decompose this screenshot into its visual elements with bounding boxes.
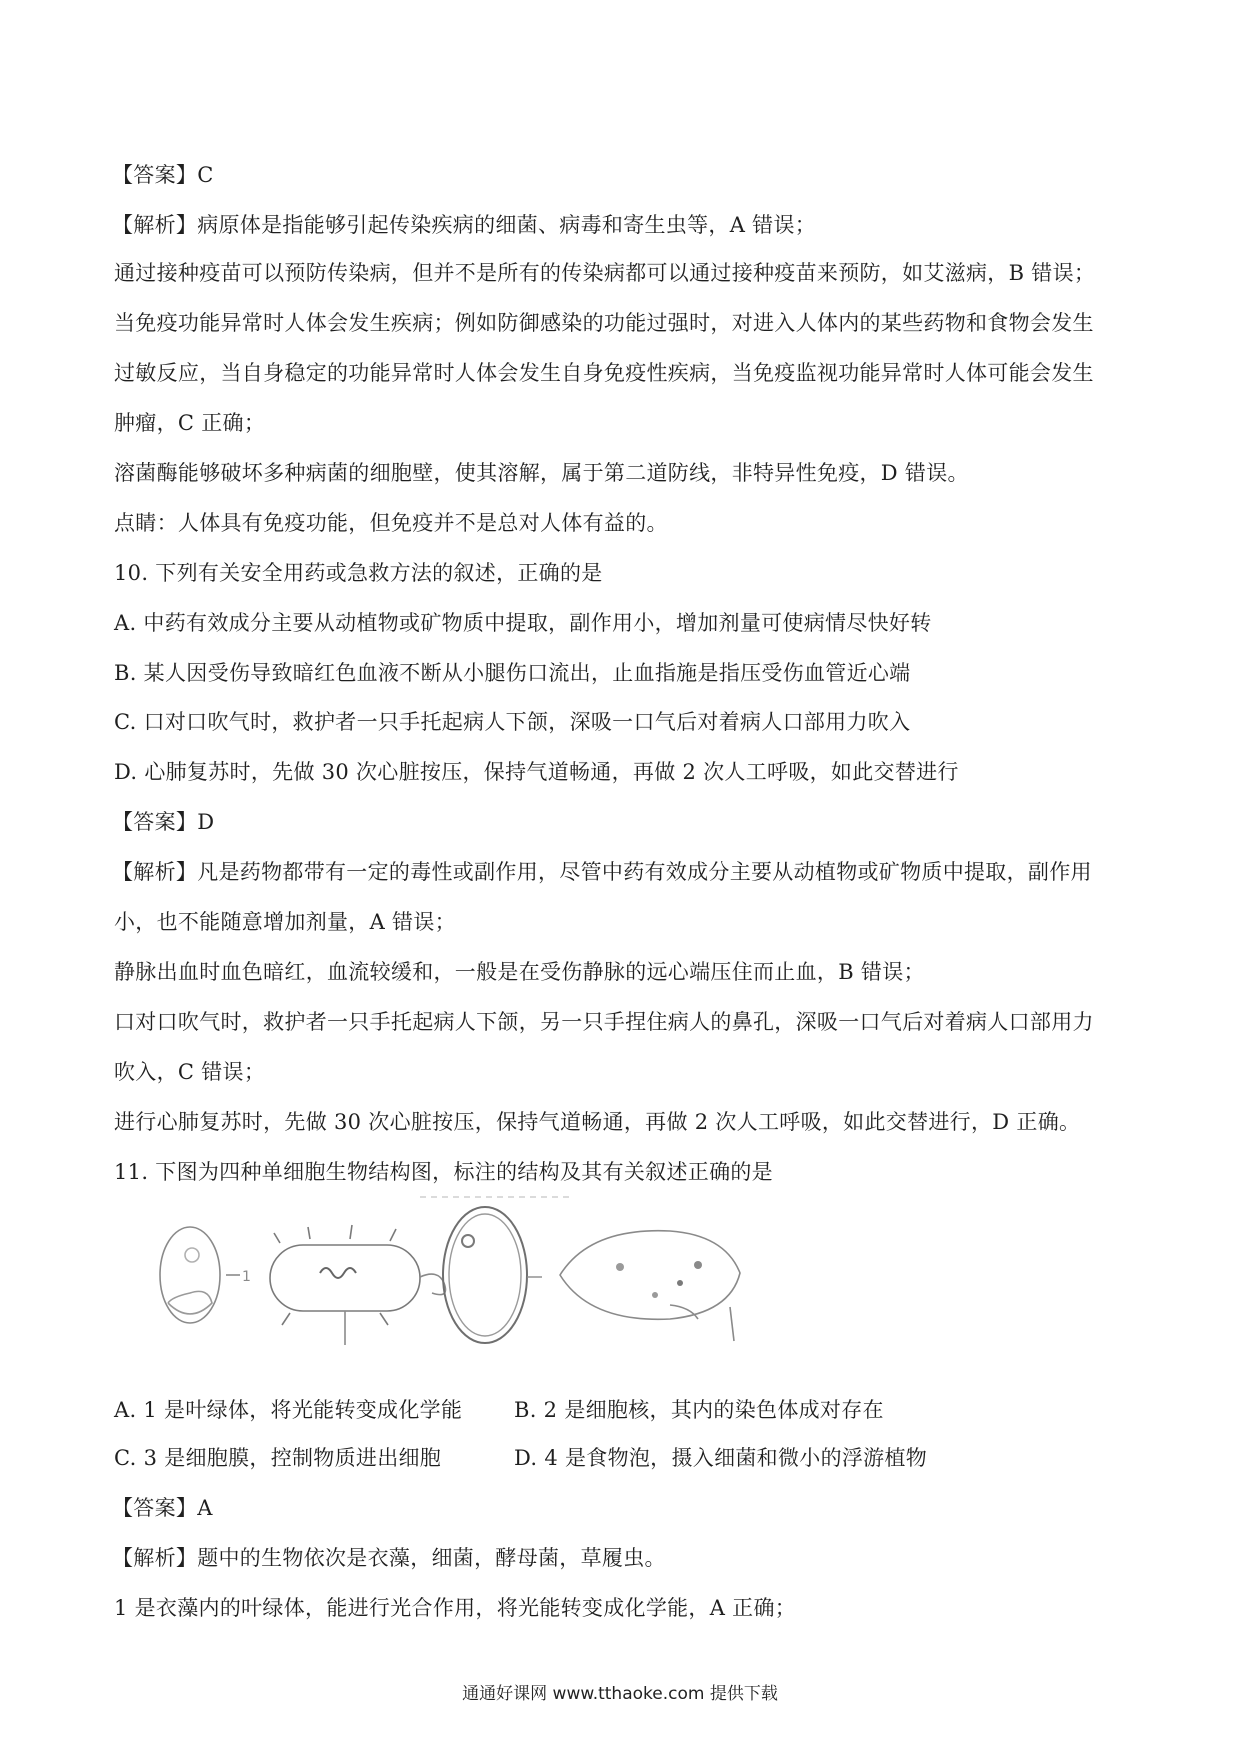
- q11-stem: 11. 下图为四种单细胞生物结构图，标注的结构及其有关叙述正确的是: [114, 1160, 773, 1184]
- q10-analysis-line-2: 小，也不能随意增加剂量，A 错误；: [114, 910, 456, 934]
- q9-comment: 点睛：人体具有免疫功能，但免疫并不是总对人体有益的。: [114, 511, 668, 535]
- page-footer: 通通好课网 www.tthaoke.com 提供下载: [462, 1684, 778, 1704]
- q10-analysis-line-1: 【解析】凡是药物都带有一定的毒性或副作用，尽管中药有效成分主要从动植物或矿物质中提取，副作用: [112, 860, 1092, 884]
- q10-option-d: D. 心肺复苏时，先做 30 次心脏按压，保持气道畅通，再做 2 次人工呼吸，如此交替进行: [114, 760, 959, 784]
- q11-option-c: C. 3 是细胞膜，控制物质进出细胞: [114, 1446, 442, 1470]
- bacterium-cell: [270, 1225, 446, 1345]
- q11-option-a: A. 1 是叶绿体，将光能转变成化学能: [114, 1398, 463, 1422]
- q10-analysis-line-4: 口对口吹气时，救护者一只手托起病人下颌，另一只手捏住病人的鼻孔，深吸一口气后对着病人口部用力: [114, 1010, 1094, 1034]
- q11-analysis-line-2: 1 是衣藻内的叶绿体，能进行光合作用，将光能转变成化学能，A 正确；: [114, 1596, 797, 1620]
- q10-option-c: C. 口对口吹气时，救护者一只手托起病人下颌，深吸一口气后对着病人口部用力吹入: [114, 710, 911, 734]
- q9-analysis-line-3: 当免疫功能异常时人体会发生疾病；例如防御感染的功能过强时，对进入人体内的某些药物和食物会发生: [114, 311, 1094, 335]
- q10-option-b: B. 某人因受伤导致暗红色血液不断从小腿伤口流出，止血指施是指压受伤血管近心端: [114, 661, 911, 685]
- q10-stem: 10. 下列有关安全用药或急救方法的叙述，正确的是: [114, 561, 603, 585]
- q9-analysis-line-1: 【解析】病原体是指能够引起传染疾病的细菌、病毒和寄生虫等，A 错误；: [112, 213, 817, 237]
- q9-analysis-line-4: 过敏反应，当自身稳定的功能异常时人体会发生自身免疫性疾病，当免疫监视功能异常时人体可能会发生: [114, 361, 1094, 385]
- q10-analysis-line-5: 吹入，C 错误；: [114, 1060, 266, 1084]
- q10-analysis-line-6: 进行心肺复苏时，先做 30 次心脏按压，保持气道畅通，再做 2 次人工呼吸，如此交替进行，D 正确。: [114, 1110, 1081, 1134]
- single-cell-organisms-figure: [150, 1195, 910, 1365]
- q11-answer: 【答案】A: [112, 1496, 213, 1520]
- figure-label-1: 1: [242, 1269, 251, 1285]
- q11-analysis-line-1: 【解析】题中的生物依次是衣藻，细菌，酵母菌，草履虫。: [112, 1546, 666, 1570]
- q10-analysis-line-3: 静脉出血时血色暗红，血流较缓和，一般是在受伤静脉的远心端压住而止血，B 错误；: [114, 960, 925, 984]
- q10-option-a: A. 中药有效成分主要从动植物或矿物质中提取，副作用小，增加剂量可使病情尽快好转: [114, 611, 932, 635]
- q10-answer: 【答案】D: [112, 810, 215, 834]
- q11-option-b: B. 2 是细胞核，其内的染色体成对存在: [514, 1398, 884, 1422]
- q9-analysis-line-5: 肿瘤，C 正确；: [114, 411, 266, 435]
- yeast-cell: [443, 1207, 542, 1343]
- chlamydomonas-cell: [160, 1227, 240, 1323]
- q9-answer: 【答案】C: [112, 163, 214, 187]
- q9-analysis-line-2: 通过接种疫苗可以预防传染病，但并不是所有的传染病都可以通过接种疫苗来预防，如艾滋病，B 错误；: [114, 261, 1096, 285]
- paramecium-cell: [560, 1231, 740, 1341]
- q11-option-d: D. 4 是食物泡，摄入细菌和微小的浮游植物: [514, 1446, 928, 1470]
- q9-analysis-line-6: 溶菌酶能够破坏多种病菌的细胞壁，使其溶解，属于第二道防线，非特异性免疫，D 错误。: [114, 461, 969, 485]
